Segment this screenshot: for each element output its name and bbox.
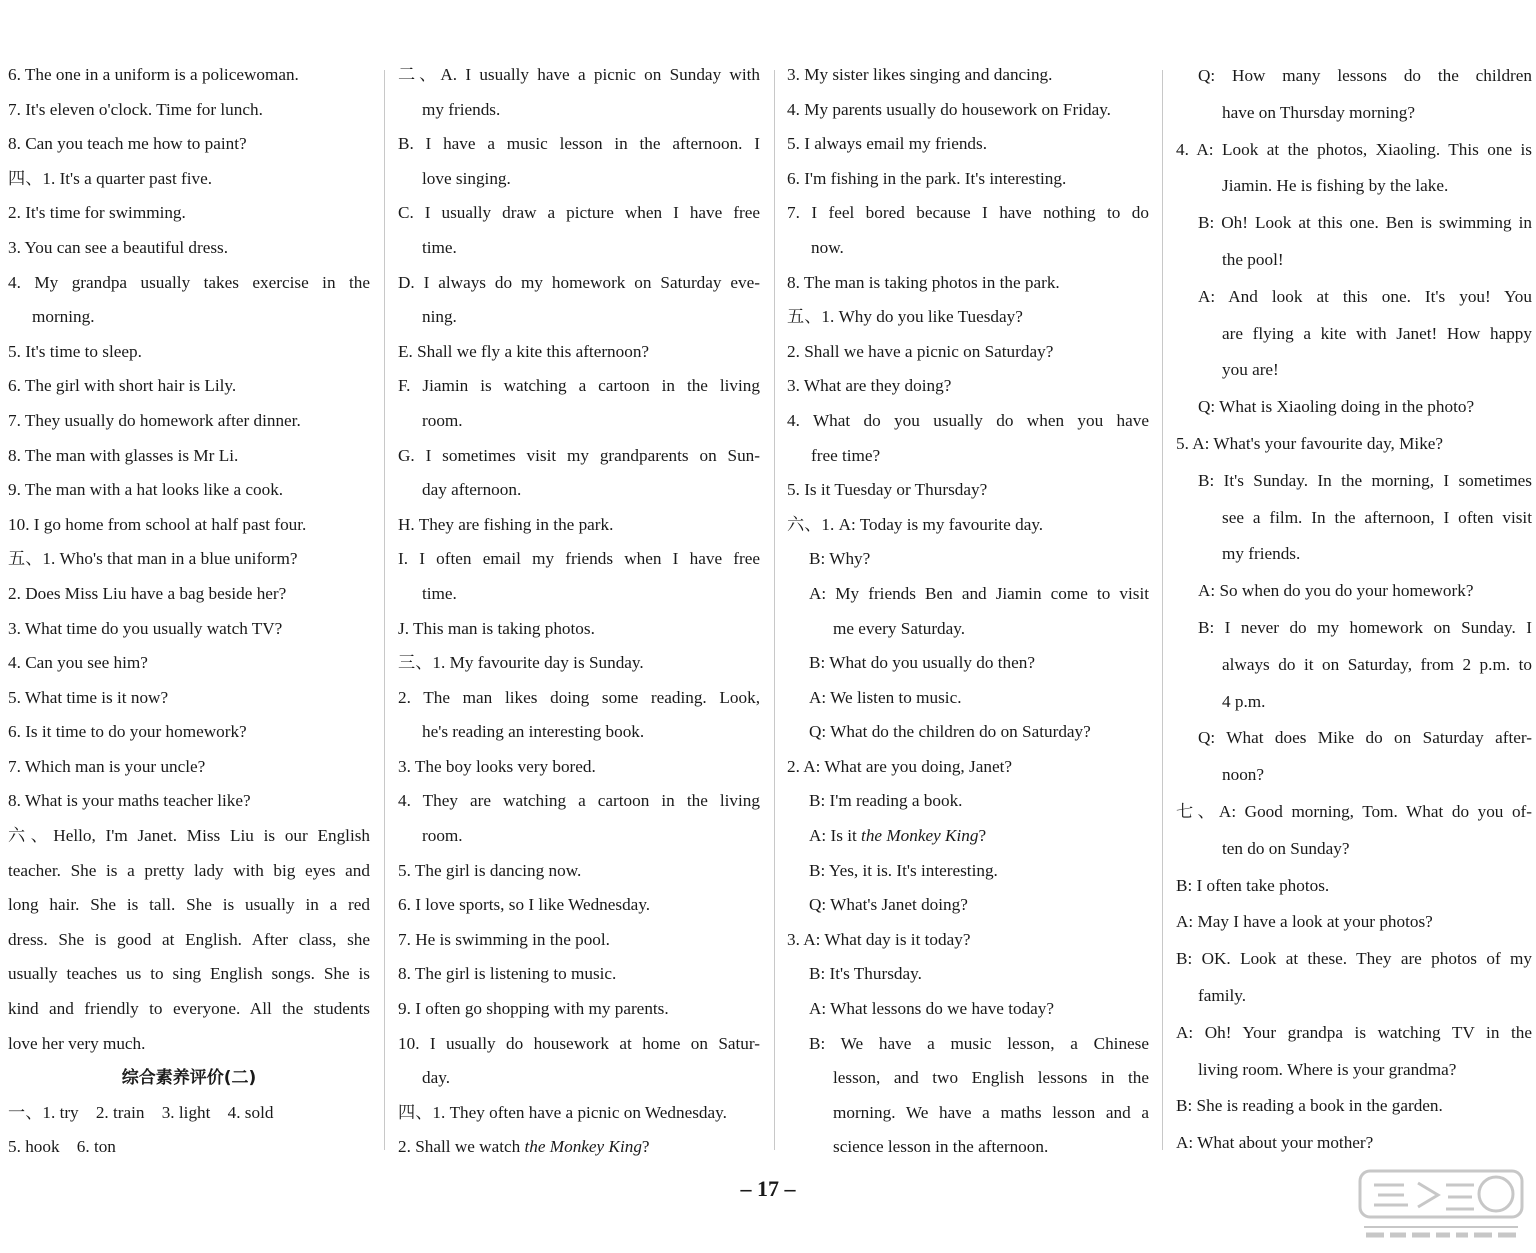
text-line: Q: What's Janet doing? <box>809 895 968 915</box>
text-line: B: I'm reading a book. <box>809 791 963 811</box>
text-line: 3. What are they doing? <box>787 376 952 396</box>
title-italic: the Monkey King <box>524 1137 642 1157</box>
text-line: 4. They are watching a cartoon in the living <box>398 791 760 811</box>
text-line: morning. <box>32 307 95 327</box>
text-line <box>398 1130 760 1165</box>
text-line: 3. You can see a beautiful dress. <box>8 237 229 257</box>
text-segment: ? <box>978 826 987 846</box>
text-line: my friends. <box>1222 544 1301 564</box>
text-line: 2. Does Miss Liu have a bag beside her? <box>8 583 287 603</box>
text-line: always do it on Saturday, from 2 p.m. to <box>1222 654 1532 674</box>
text-line: science lesson in the afternoon. <box>833 1137 1049 1157</box>
column-3 <box>787 58 1149 1165</box>
text-segment: 2. Shall we watch <box>398 1137 521 1157</box>
watermark-logo <box>1356 1165 1526 1245</box>
text-line: 5. Is it Tuesday or Thursday? <box>787 480 988 500</box>
text-line: kind and friendly to everyone. All the students <box>8 999 370 1019</box>
text-line: B: What do you usually do then? <box>809 653 1035 673</box>
text-line: 七、A: Good morning, Tom. What do you of- <box>1176 801 1532 821</box>
text-line: B: Oh! Look at this one. Ben is swimming in <box>1198 213 1532 233</box>
text-line: 六、1. A: Today is my favourite day. <box>787 514 1044 534</box>
text-line: 5. The girl is dancing now. <box>398 860 582 880</box>
text-line: A: What lessons do we have today? <box>809 999 1055 1019</box>
text-line: Q: How many lessons do the children <box>1198 66 1532 85</box>
text-line: 4. What do you usually do when you have <box>787 410 1149 430</box>
text-line: 三、1. My favourite day is Sunday. <box>398 653 644 673</box>
text-line: time. <box>422 583 457 603</box>
column-2 <box>398 58 760 1165</box>
text-line: A: We listen to music. <box>809 687 962 707</box>
text-line: 6. The girl with short hair is Lily. <box>8 376 237 396</box>
text-line: have on Thursday morning? <box>1222 102 1415 122</box>
text-line: H. They are fishing in the park. <box>398 514 614 534</box>
text-line: love singing. <box>422 168 511 188</box>
text-line: day. <box>422 1068 450 1088</box>
text-line: A: Oh! Your grandpa is watching TV in the <box>1176 1022 1532 1042</box>
text-line: 4. My parents usually do housework on Friday. <box>787 99 1111 119</box>
text-line: you are! <box>1222 360 1279 380</box>
text-line: G. I sometimes visit my grandparents on Sun- <box>398 445 760 465</box>
text-line: free time? <box>811 445 881 465</box>
text-segment: ? <box>641 1137 650 1157</box>
text-line: day afternoon. <box>422 480 522 500</box>
text-line: A: And look at this one. It's you! You <box>1198 286 1532 306</box>
text-line: long hair. She is tall. She is usually in a red <box>8 895 370 915</box>
text-line: usually teaches us to sing English songs. She is <box>8 964 370 984</box>
text-line: B: OK. Look at these. They are photos of my <box>1176 949 1532 969</box>
text-line: 8. The man is taking photos in the park. <box>787 272 1060 292</box>
text-line: time. <box>422 237 457 257</box>
text-line: morning. We have a maths lesson and a <box>833 1102 1149 1122</box>
text-line: me every Saturday. <box>833 618 966 638</box>
text-line: B. I have a music lesson in the afternoon. I <box>398 134 760 154</box>
text-line: Jiamin. He is fishing by the lake. <box>1222 176 1449 196</box>
text-line: B: I often take photos. <box>1176 875 1330 895</box>
text-line: A: So when do you do your homework? <box>1198 581 1474 601</box>
text-line: dress. She is good at English. After class, she <box>8 929 370 949</box>
text-line: 4. My grandpa usually takes exercise in the <box>8 272 370 292</box>
text-line: 10. I go home from school at half past four. <box>8 514 307 534</box>
text-line: A: My friends Ben and Jiamin come to visit <box>809 583 1149 603</box>
text-line: 3. A: What day is it today? <box>787 929 971 949</box>
text-line: 二、A. I usually have a picnic on Sunday with <box>398 65 760 84</box>
text-line: E. Shall we fly a kite this afternoon? <box>398 341 650 361</box>
column-divider <box>774 70 775 1150</box>
text-line: room. <box>422 826 463 846</box>
text-line: 3. The boy looks very bored. <box>398 756 596 776</box>
text-line: living room. Where is your grandma? <box>1198 1059 1457 1079</box>
text-line: B: It's Sunday. In the morning, I sometimes <box>1198 470 1532 490</box>
text-line: 8. What is your maths teacher like? <box>8 791 251 811</box>
text-line: Q: What is Xiaoling doing in the photo? <box>1198 397 1475 417</box>
text-line: 4. Can you see him? <box>8 653 148 673</box>
text-line: B: It's Thursday. <box>809 964 922 984</box>
text-line: 6. The one in a uniform is a policewoman. <box>8 65 299 84</box>
column-1 <box>8 58 370 1165</box>
text-line: 3. My sister likes singing and dancing. <box>787 65 1053 84</box>
text-line: the pool! <box>1222 249 1284 269</box>
text-line: he's reading an interesting book. <box>422 722 645 742</box>
text-line: 5. It's time to sleep. <box>8 341 142 361</box>
text-line: J. This man is taking photos. <box>398 618 595 638</box>
text-line: teacher. She is a pretty lady with big eyes and <box>8 860 370 880</box>
text-line: B: I never do my homework on Sunday. I <box>1198 617 1532 637</box>
text-line: 六、Hello, I'm Janet. Miss Liu is our English <box>8 826 370 846</box>
text-line: see a film. In the afternoon, I often visit <box>1222 507 1532 527</box>
text-line: lesson, and two English lessons in the <box>833 1068 1149 1088</box>
text-line: I. I often email my friends when I have free <box>398 549 760 569</box>
text-line: 四、1. They often have a picnic on Wednesday. <box>398 1102 727 1122</box>
text-line: B: Why? <box>809 549 871 569</box>
text-line: 2. The man likes doing some reading. Look, <box>398 687 760 707</box>
text-line: 6. Is it time to do your homework? <box>8 722 247 742</box>
text-line: D. I always do my homework on Saturday eve- <box>398 272 760 292</box>
text-line: 9. The man with a hat looks like a cook. <box>8 480 284 500</box>
text-line: 7. They usually do homework after dinner. <box>8 410 301 430</box>
text-line: are flying a kite with Janet! How happy <box>1222 323 1532 343</box>
text-line: 一、1. try 2. train 3. light 4. sold <box>8 1102 274 1122</box>
text-line: Q: What do the children do on Saturday? <box>809 722 1091 742</box>
text-line: 7. I feel bored because I have nothing to do <box>787 203 1149 223</box>
text-line: 五、1. Why do you like Tuesday? <box>787 307 1023 327</box>
text-line: ten do on Sunday? <box>1222 838 1350 858</box>
text-line: C. I usually draw a picture when I have free <box>398 203 760 223</box>
column-divider <box>1162 70 1163 1150</box>
text-line: 4. A: Look at the photos, Xiaoling. This one is <box>1176 139 1532 159</box>
page-number: – 17 – <box>740 1176 796 1201</box>
text-line: B: Yes, it is. It's interesting. <box>809 860 998 880</box>
text-line: 5. What time is it now? <box>8 687 169 707</box>
text-line: 3. What time do you usually watch TV? <box>8 618 283 638</box>
text-line: Q: What does Mike do on Saturday after- <box>1198 728 1532 748</box>
text-line: 8. The girl is listening to music. <box>398 964 617 984</box>
text-line: B: We have a music lesson, a Chinese <box>809 1033 1149 1053</box>
text-line: 2. It's time for swimming. <box>8 203 186 223</box>
text-line: 6. I love sports, so I like Wednesday. <box>398 895 651 915</box>
text-line: room. <box>422 410 463 430</box>
title-italic: the Monkey King <box>861 826 979 846</box>
text-line: 5. A: What's your favourite day, Mike? <box>1176 433 1444 453</box>
text-line: A: May I have a look at your photos? <box>1176 912 1433 932</box>
text-line: 5. hook 6. ton <box>8 1137 116 1157</box>
text-line: 4 p.m. <box>1222 691 1266 711</box>
text-line: 5. I always email my friends. <box>787 134 987 154</box>
text-line: love her very much. <box>8 1033 146 1053</box>
text-line: 2. Shall we have a picnic on Saturday? <box>787 341 1054 361</box>
column-4 <box>1176 58 1532 1162</box>
text-line: F. Jiamin is watching a cartoon in the living <box>398 376 760 396</box>
text-line: 2. A: What are you doing, Janet? <box>787 756 1012 776</box>
text-line: my friends. <box>422 99 501 119</box>
text-line: 8. The man with glasses is Mr Li. <box>8 445 239 465</box>
section-heading: 综合素养评价(二) <box>121 1068 257 1089</box>
text-line: 7. He is swimming in the pool. <box>398 929 610 949</box>
text-line: now. <box>811 237 844 257</box>
text-line: 7. It's eleven o'clock. Time for lunch. <box>8 99 263 119</box>
text-line: ning. <box>422 307 457 327</box>
text-line: family. <box>1198 985 1247 1005</box>
text-line: 五、1. Who's that man in a blue uniform? <box>8 549 298 569</box>
text-line: 9. I often go shopping with my parents. <box>398 999 669 1019</box>
text-line: 6. I'm fishing in the park. It's interesting. <box>787 168 1067 188</box>
text-line: 7. Which man is your uncle? <box>8 756 206 776</box>
text-line: 10. I usually do housework at home on Satur- <box>398 1033 760 1053</box>
column-divider <box>384 70 385 1150</box>
text-line: noon? <box>1222 765 1265 785</box>
text-line: B: She is reading a book in the garden. <box>1176 1096 1443 1116</box>
text-segment: A: Is it <box>809 826 857 846</box>
text-line: A: What about your mother? <box>1176 1133 1374 1153</box>
text-line: 8. Can you teach me how to paint? <box>8 134 247 154</box>
text-line: 四、1. It's a quarter past five. <box>8 168 213 188</box>
text-line <box>787 819 1149 854</box>
